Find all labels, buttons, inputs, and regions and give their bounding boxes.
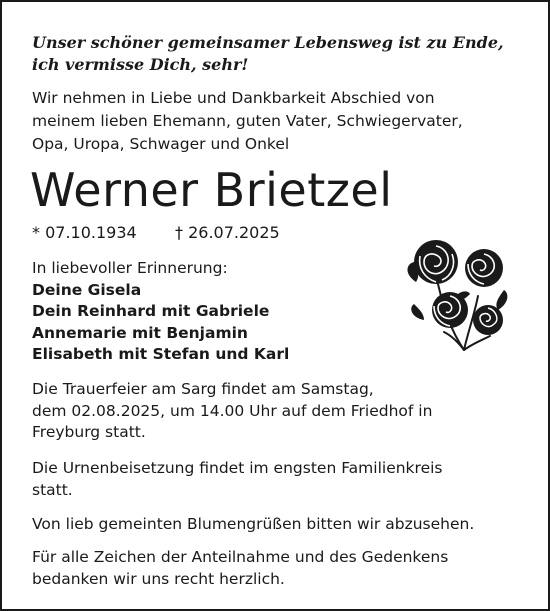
motto-line: ich vermisse Dich, sehr!: [32, 55, 249, 74]
motto: [32, 32, 504, 76]
life-dates: [32, 221, 280, 245]
roses-icon: [394, 224, 512, 352]
mourner-name: Deine Gisela: [32, 280, 142, 299]
thanks-note: [32, 547, 448, 590]
intro-line: Opa, Uropa, Schwager und Onkel: [32, 135, 290, 153]
mourners-lead: In liebevoller Erinnerung:: [32, 259, 228, 277]
motto-line: Unser schöner gemeinsamer Lebensweg ist zu Ende,: [32, 33, 504, 52]
urn-line: Die Urnenbeisetzung findet im engsten Familienkreis: [32, 459, 443, 477]
mourner-name: Elisabeth mit Stefan und Karl: [32, 345, 290, 363]
service-line: Freyburg statt.: [32, 423, 146, 441]
death-date: † 26.07.2025: [175, 223, 280, 242]
thanks-line: Für alle Zeichen der Anteilnahme und des Gedenkens: [32, 548, 449, 566]
intro-text: [32, 87, 532, 156]
urn-burial-info: [32, 458, 532, 501]
urn-line: statt.: [32, 480, 73, 499]
flowers-note: Von lieb gemeinten Blumengrüßen bitten wir abzusehen.: [32, 515, 475, 533]
deceased-name: Werner Brietzel: [30, 163, 393, 217]
birth-date: * 07.10.1934: [32, 223, 137, 242]
funeral-service-info: [32, 379, 532, 444]
mourner-name: Dein Reinhard mit Gabriele: [32, 302, 270, 320]
thanks-line: bedanken wir uns recht herzlich.: [32, 569, 285, 588]
mourner-name: Annemarie mit Benjamin: [32, 323, 248, 342]
intro-line: Wir nehmen in Liebe und Dankbarkeit Abschied von: [32, 89, 435, 107]
intro-line: meinem lieben Ehemann, guten Vater, Schwiegervater,: [32, 112, 463, 130]
service-line: Die Trauerfeier am Sarg findet am Samstag,: [32, 380, 374, 398]
mourners-block: [32, 258, 289, 366]
service-line: dem 02.08.2025, um 14.00 Uhr auf dem Friedhof in: [32, 401, 433, 420]
